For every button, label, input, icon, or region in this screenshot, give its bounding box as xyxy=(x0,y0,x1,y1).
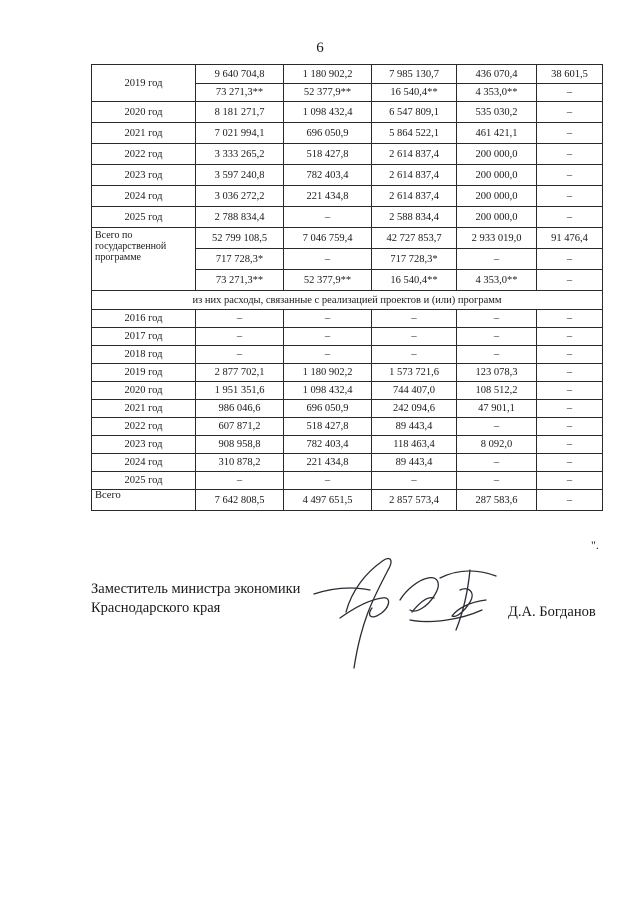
local-cell: – xyxy=(457,310,537,328)
table-row xyxy=(92,454,603,472)
federal-cell: 1 180 902,2 xyxy=(284,65,372,84)
federal-cell: 696 050,9 xyxy=(284,123,372,144)
total-cell: – xyxy=(196,328,284,346)
federal-cell: 7 046 759,4 xyxy=(284,228,372,249)
total-cell: 3 036 272,2 xyxy=(196,186,284,207)
year-cell: 2019 год xyxy=(92,364,196,382)
table-row xyxy=(92,144,603,165)
total-cell: 607 871,2 xyxy=(196,418,284,436)
other-cell: – xyxy=(537,382,603,400)
year-cell: 2022 год xyxy=(92,418,196,436)
local-cell: – xyxy=(457,418,537,436)
regional-cell: 118 463,4 xyxy=(372,436,457,454)
federal-cell: – xyxy=(284,346,372,364)
table-row xyxy=(92,418,603,436)
federal-cell: 518 427,8 xyxy=(284,144,372,165)
local-cell: 287 583,6 xyxy=(457,490,537,511)
year-cell: 2016 год xyxy=(92,310,196,328)
federal-cell: – xyxy=(284,328,372,346)
year-cell: 2020 год xyxy=(92,102,196,123)
year-cell: 2022 год xyxy=(92,144,196,165)
program-total-row xyxy=(92,228,603,249)
year-cell: 2023 год xyxy=(92,165,196,186)
year-cell: 2018 год xyxy=(92,346,196,364)
local-cell: 47 901,1 xyxy=(457,400,537,418)
local-cell: 200 000,0 xyxy=(457,144,537,165)
federal-cell: 221 434,8 xyxy=(284,186,372,207)
budget-table xyxy=(91,64,603,511)
federal-cell: 221 434,8 xyxy=(284,454,372,472)
federal-cell: 52 377,9** xyxy=(284,270,372,291)
local-cell: – xyxy=(457,249,537,270)
regional-cell: 6 547 809,1 xyxy=(372,102,457,123)
local-cell: 436 070,4 xyxy=(457,65,537,84)
table-row xyxy=(92,382,603,400)
local-cell: 123 078,3 xyxy=(457,364,537,382)
total-cell: 7 642 808,5 xyxy=(196,490,284,511)
table-row xyxy=(92,436,603,454)
other-cell: – xyxy=(537,310,603,328)
regional-cell: 89 443,4 xyxy=(372,454,457,472)
other-cell: – xyxy=(537,144,603,165)
total-cell: 310 878,2 xyxy=(196,454,284,472)
federal-cell: 782 403,4 xyxy=(284,165,372,186)
total-cell: 908 958,8 xyxy=(196,436,284,454)
table-row xyxy=(92,310,603,328)
total-cell: 3 333 265,2 xyxy=(196,144,284,165)
other-cell: – xyxy=(537,102,603,123)
regional-cell: 2 614 837,4 xyxy=(372,186,457,207)
year-cell: 2021 год xyxy=(92,400,196,418)
federal-cell: 696 050,9 xyxy=(284,400,372,418)
other-cell: 91 476,4 xyxy=(537,228,603,249)
signatory-title xyxy=(91,580,300,618)
total-cell: 1 951 351,6 xyxy=(196,382,284,400)
total-cell: 9 640 704,8 xyxy=(196,65,284,84)
other-cell: 38 601,5 xyxy=(537,65,603,84)
other-cell: – xyxy=(537,346,603,364)
other-cell: – xyxy=(537,123,603,144)
federal-cell: 1 180 902,2 xyxy=(284,364,372,382)
other-cell: – xyxy=(537,249,603,270)
local-cell: 4 353,0** xyxy=(457,84,537,102)
total-cell: – xyxy=(196,472,284,490)
other-cell: – xyxy=(537,436,603,454)
other-cell: – xyxy=(537,328,603,346)
grand-total-row xyxy=(92,490,603,511)
federal-cell: – xyxy=(284,207,372,228)
total-cell: 2 788 834,4 xyxy=(196,207,284,228)
total-cell: 986 046,6 xyxy=(196,400,284,418)
federal-cell: – xyxy=(284,310,372,328)
year-cell: 2024 год xyxy=(92,186,196,207)
regional-cell: – xyxy=(372,328,457,346)
total-cell: 2 877 702,1 xyxy=(196,364,284,382)
federal-cell: 4 497 651,5 xyxy=(284,490,372,511)
year-cell: 2019 год xyxy=(92,65,196,102)
signatory-title-line-2: Краснодарского края xyxy=(91,600,221,616)
regional-cell: 744 407,0 xyxy=(372,382,457,400)
local-cell: 2 933 019,0 xyxy=(457,228,537,249)
signatory-title-line-1: Заместитель министра экономики xyxy=(91,581,301,597)
other-cell: – xyxy=(537,454,603,472)
table-row xyxy=(92,346,603,364)
total-cell: – xyxy=(196,310,284,328)
other-cell: – xyxy=(537,472,603,490)
grand-total-label: Всего xyxy=(92,490,196,511)
federal-cell: 1 098 432,4 xyxy=(284,382,372,400)
handwritten-signature xyxy=(310,550,510,680)
table-row xyxy=(92,328,603,346)
other-cell: – xyxy=(537,400,603,418)
federal-cell: 518 427,8 xyxy=(284,418,372,436)
regional-cell: – xyxy=(372,346,457,364)
regional-cell: 2 614 837,4 xyxy=(372,165,457,186)
year-cell: 2024 год xyxy=(92,454,196,472)
closing-quote: ". xyxy=(591,538,599,552)
local-cell: 200 000,0 xyxy=(457,207,537,228)
regional-cell: 5 864 522,1 xyxy=(372,123,457,144)
total-cell: 7 021 994,1 xyxy=(196,123,284,144)
federal-cell: 52 377,9** xyxy=(284,84,372,102)
other-cell: – xyxy=(537,186,603,207)
local-cell: – xyxy=(457,346,537,364)
local-cell: 200 000,0 xyxy=(457,165,537,186)
table-row xyxy=(92,165,603,186)
total-cell: 717 728,3* xyxy=(196,249,284,270)
year-cell: 2017 год xyxy=(92,328,196,346)
regional-cell: 2 857 573,4 xyxy=(372,490,457,511)
table-row xyxy=(92,207,603,228)
section-header: из них расходы, связанные с реализацией проектов и (или) программ xyxy=(92,291,603,310)
other-cell: – xyxy=(537,165,603,186)
local-cell: 4 353,0** xyxy=(457,270,537,291)
other-cell: – xyxy=(537,418,603,436)
total-cell: 73 271,3** xyxy=(196,84,284,102)
program-total-label: Всего по государственной программе xyxy=(92,228,196,291)
year-cell: 2021 год xyxy=(92,123,196,144)
regional-cell: 16 540,4** xyxy=(372,270,457,291)
year-cell: 2025 год xyxy=(92,207,196,228)
year-cell: 2025 год xyxy=(92,472,196,490)
other-cell: – xyxy=(537,490,603,511)
regional-cell: 2 614 837,4 xyxy=(372,144,457,165)
regional-cell: 16 540,4** xyxy=(372,84,457,102)
table-row xyxy=(92,186,603,207)
local-cell: 108 512,2 xyxy=(457,382,537,400)
other-cell: – xyxy=(537,84,603,102)
regional-cell: 1 573 721,6 xyxy=(372,364,457,382)
local-cell: – xyxy=(457,454,537,472)
regional-cell: 42 727 853,7 xyxy=(372,228,457,249)
table-row xyxy=(92,65,603,84)
page-number: 6 xyxy=(316,40,324,56)
local-cell: 200 000,0 xyxy=(457,186,537,207)
table-row xyxy=(92,102,603,123)
local-cell: – xyxy=(457,472,537,490)
local-cell: 535 030,2 xyxy=(457,102,537,123)
regional-cell: – xyxy=(372,472,457,490)
year-cell: 2023 год xyxy=(92,436,196,454)
local-cell: 461 421,1 xyxy=(457,123,537,144)
other-cell: – xyxy=(537,207,603,228)
federal-cell: – xyxy=(284,249,372,270)
regional-cell: 717 728,3* xyxy=(372,249,457,270)
regional-cell: 242 094,6 xyxy=(372,400,457,418)
table-row xyxy=(92,123,603,144)
regional-cell: 2 588 834,4 xyxy=(372,207,457,228)
regional-cell: 7 985 130,7 xyxy=(372,65,457,84)
other-cell: – xyxy=(537,364,603,382)
total-cell: 8 181 271,7 xyxy=(196,102,284,123)
regional-cell: – xyxy=(372,310,457,328)
total-cell: 73 271,3** xyxy=(196,270,284,291)
other-cell: – xyxy=(537,270,603,291)
section-header-row xyxy=(92,291,603,310)
federal-cell: 782 403,4 xyxy=(284,436,372,454)
year-cell: 2020 год xyxy=(92,382,196,400)
total-cell: 52 799 108,5 xyxy=(196,228,284,249)
regional-cell: 89 443,4 xyxy=(372,418,457,436)
total-cell: – xyxy=(196,346,284,364)
federal-cell: 1 098 432,4 xyxy=(284,102,372,123)
table-row xyxy=(92,364,603,382)
local-cell: 8 092,0 xyxy=(457,436,537,454)
table-row xyxy=(92,472,603,490)
total-cell: 3 597 240,8 xyxy=(196,165,284,186)
table-row xyxy=(92,400,603,418)
local-cell: – xyxy=(457,328,537,346)
signatory-name: Д.А. Богданов xyxy=(508,604,596,620)
federal-cell: – xyxy=(284,472,372,490)
